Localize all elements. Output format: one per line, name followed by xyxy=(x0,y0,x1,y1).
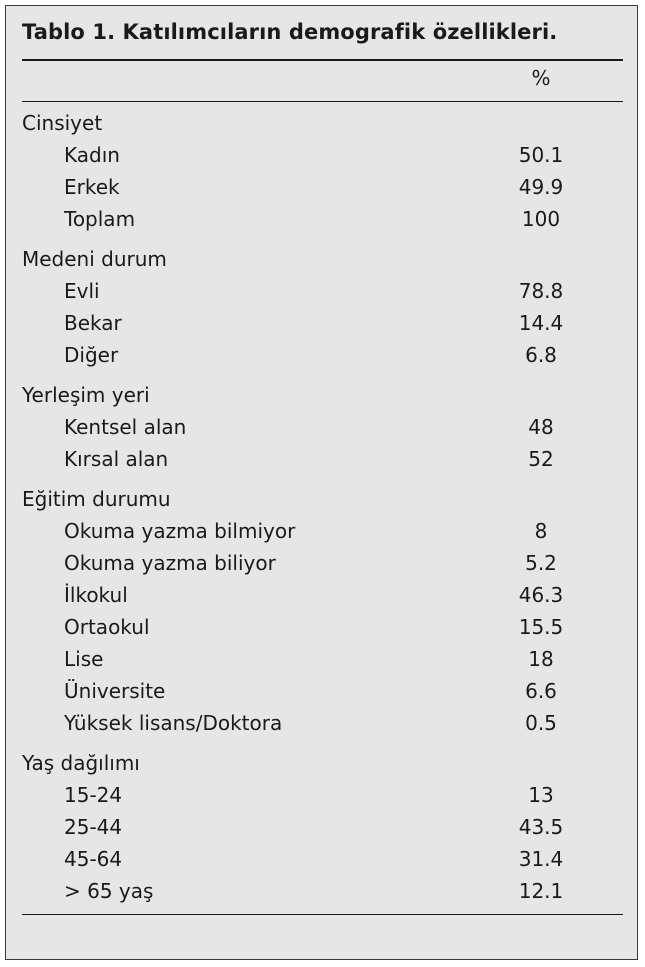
row-value: 48 xyxy=(528,415,554,439)
table-row xyxy=(6,515,639,547)
row-value: 46.3 xyxy=(518,583,564,607)
table-row xyxy=(6,411,639,443)
table-row xyxy=(6,611,639,643)
table-group-row xyxy=(6,243,639,275)
bottom-rule xyxy=(22,914,623,915)
group-label: Yerleşim yeri xyxy=(22,383,150,407)
row-value: 100 xyxy=(521,207,561,231)
row-value: 13 xyxy=(528,783,554,807)
table-group-row xyxy=(6,747,639,779)
row-label: Evli xyxy=(64,279,100,303)
group-label: Eğitim durumu xyxy=(22,487,171,511)
group-label: Cinsiyet xyxy=(22,111,103,135)
row-label: 25-44 xyxy=(64,815,123,839)
table-row xyxy=(6,171,639,203)
table-row xyxy=(6,443,639,475)
table-row xyxy=(6,707,639,739)
row-value: 6.8 xyxy=(525,343,557,367)
row-label: İlkokul xyxy=(64,583,128,607)
row-value: 12.1 xyxy=(518,879,564,903)
table-row xyxy=(6,203,639,235)
table-row xyxy=(6,307,639,339)
table-group-row xyxy=(6,107,639,139)
row-label: Okuma yazma biliyor xyxy=(64,551,276,575)
table-row xyxy=(6,875,639,907)
row-label: Kırsal alan xyxy=(64,447,169,471)
header-rule xyxy=(22,101,623,102)
table-row xyxy=(6,843,639,875)
row-value: 6.6 xyxy=(525,679,557,703)
table-row xyxy=(6,139,639,171)
row-label: Bekar xyxy=(64,311,122,335)
table-row xyxy=(6,579,639,611)
group-label: Yaş dağılımı xyxy=(22,751,140,775)
row-value: 78.8 xyxy=(518,279,564,303)
row-label: Toplam xyxy=(64,207,136,231)
row-label: Lise xyxy=(64,647,104,671)
percent-column-header: % xyxy=(531,66,551,90)
table-row xyxy=(6,811,639,843)
table-row xyxy=(6,275,639,307)
row-label: Diğer xyxy=(64,343,119,367)
row-label: Üniversite xyxy=(64,679,166,703)
row-label: Kadın xyxy=(64,143,120,167)
table-frame xyxy=(5,5,638,960)
table-title: Tablo 1. Katılımcıların demografik özellikleri. xyxy=(22,20,558,44)
row-label: 45-64 xyxy=(64,847,123,871)
row-value: 15.5 xyxy=(518,615,564,639)
table-row xyxy=(6,779,639,811)
group-label: Medeni durum xyxy=(22,247,167,271)
row-value: 50.1 xyxy=(518,143,564,167)
table-row xyxy=(6,675,639,707)
row-value: 43.5 xyxy=(518,815,564,839)
row-label: Kentsel alan xyxy=(64,415,187,439)
row-label: Okuma yazma bilmiyor xyxy=(64,519,296,543)
row-label: Yüksek lisans/Doktora xyxy=(64,711,283,735)
table-row xyxy=(6,339,639,371)
row-value: 52 xyxy=(528,447,554,471)
row-label: > 65 yaş xyxy=(64,879,154,903)
table-row xyxy=(6,547,639,579)
row-label: Erkek xyxy=(64,175,120,199)
row-label: 15-24 xyxy=(64,783,123,807)
row-value: 14.4 xyxy=(518,311,564,335)
row-value: 18 xyxy=(528,647,554,671)
row-value: 5.2 xyxy=(525,551,557,575)
row-value: 31.4 xyxy=(518,847,564,871)
top-rule xyxy=(22,59,623,61)
row-value: 0.5 xyxy=(525,711,557,735)
table-row xyxy=(6,643,639,675)
row-label: Ortaokul xyxy=(64,615,150,639)
table-group-row xyxy=(6,379,639,411)
table-group-row xyxy=(6,483,639,515)
row-value: 8 xyxy=(534,519,548,543)
row-value: 49.9 xyxy=(518,175,564,199)
